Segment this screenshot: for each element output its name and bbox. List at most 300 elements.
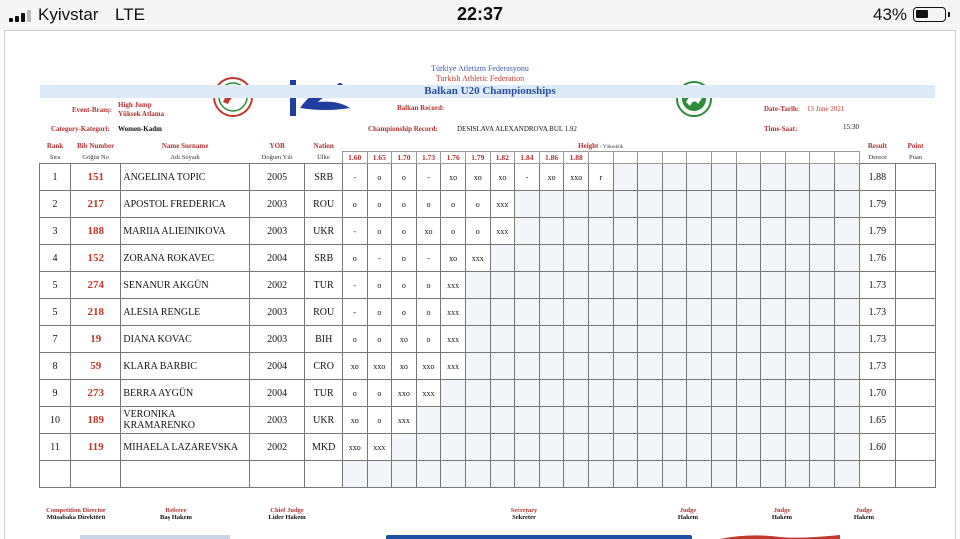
- attempt-cell: [835, 245, 860, 272]
- attempt-cell: xo: [441, 245, 466, 272]
- height-bar-header-empty: [810, 152, 835, 164]
- attempt-cell: [490, 434, 515, 461]
- attempt-cell: [465, 380, 490, 407]
- attempt-cell: [712, 218, 737, 245]
- attempt-cell: o: [441, 218, 466, 245]
- attempt-cell: [810, 299, 835, 326]
- attempt-cell: xo: [490, 164, 515, 191]
- athlete-name-cell: APOSTOL FREDERICA: [121, 191, 249, 218]
- attempt-cell: [835, 191, 860, 218]
- attempt-cell: [589, 272, 614, 299]
- nation-cell: [305, 461, 342, 488]
- attempt-cell: [539, 272, 564, 299]
- attempt-cell: [465, 407, 490, 434]
- championship-record-label: Championship Record:: [368, 125, 438, 133]
- attempt-cell: [367, 461, 392, 488]
- rank-cell: 11: [40, 434, 71, 461]
- rank-cell: [40, 461, 71, 488]
- nation-cell: MKD: [305, 434, 342, 461]
- attempt-cell: -: [342, 218, 367, 245]
- attempt-cell: [761, 380, 786, 407]
- result-cell: 1.70: [859, 380, 895, 407]
- height-bar-header: 1.79: [465, 152, 490, 164]
- height-bar-header-empty: [712, 152, 737, 164]
- attempt-cell: [564, 245, 589, 272]
- attempt-cell: xo: [539, 164, 564, 191]
- attempt-cell: [613, 218, 638, 245]
- rank-cell: 9: [40, 380, 71, 407]
- yob-cell: 2003: [249, 218, 305, 245]
- attempt-cell: xxx: [416, 380, 441, 407]
- attempt-cell: o: [441, 191, 466, 218]
- table-row: [40, 434, 936, 461]
- table-row: [40, 326, 936, 353]
- attempt-cell: [441, 407, 466, 434]
- battery-icon: [913, 7, 946, 22]
- attempt-cell: [810, 353, 835, 380]
- attempt-cell: o: [416, 272, 441, 299]
- yob-header: YOB: [269, 142, 285, 151]
- attempt-cell: [712, 191, 737, 218]
- height-bar-header-empty: [687, 152, 712, 164]
- attempt-cell: [564, 218, 589, 245]
- table-row: [40, 353, 936, 380]
- attempt-cell: [835, 326, 860, 353]
- attempt-cell: [761, 218, 786, 245]
- bib-cell: 273: [71, 380, 121, 407]
- height-bar-header-empty: [736, 152, 761, 164]
- attempt-cell: [835, 272, 860, 299]
- attempt-cell: [589, 407, 614, 434]
- attempt-cell: o: [416, 326, 441, 353]
- attempt-cell: [490, 326, 515, 353]
- attempt-cell: xxx: [367, 434, 392, 461]
- result-cell: 1.79: [859, 191, 895, 218]
- attempt-cell: [712, 164, 737, 191]
- point-cell: [896, 326, 936, 353]
- result-cell: 1.73: [859, 353, 895, 380]
- attempt-cell: [564, 191, 589, 218]
- attempt-cell: [515, 272, 540, 299]
- attempt-cell: xxo: [342, 434, 367, 461]
- athlete-name-cell: SENANUR AKGÜN: [121, 272, 249, 299]
- bib-cell: [71, 461, 121, 488]
- results-table: [39, 141, 936, 488]
- rank-cell: 1: [40, 164, 71, 191]
- attempt-cell: xxx: [441, 353, 466, 380]
- date-value: 13 June 2021: [807, 105, 845, 113]
- rank-cell: 8: [40, 353, 71, 380]
- bib-cell: 119: [71, 434, 121, 461]
- event-value-en: High Jump: [118, 101, 152, 109]
- event-label: Event-Branş:: [72, 106, 113, 114]
- attempt-cell: [638, 380, 663, 407]
- attempt-cell: [761, 407, 786, 434]
- yob-cell: 2002: [249, 272, 305, 299]
- attempt-cell: [539, 353, 564, 380]
- yob-cell: [249, 461, 305, 488]
- attempt-cell: [539, 380, 564, 407]
- attempt-cell: [638, 461, 663, 488]
- attempt-cell: [761, 272, 786, 299]
- attempt-cell: [687, 218, 712, 245]
- attempt-cell: [515, 461, 540, 488]
- point-cell: [896, 407, 936, 434]
- attempt-cell: [515, 245, 540, 272]
- bib-cell: 189: [71, 407, 121, 434]
- attempt-cell: [589, 353, 614, 380]
- nation-header: Nation: [313, 142, 334, 151]
- footer-banner: [386, 535, 692, 539]
- attempt-cell: [638, 272, 663, 299]
- height-bar-header-empty: [589, 152, 614, 164]
- attempt-cell: [638, 326, 663, 353]
- result-cell: 1.73: [859, 272, 895, 299]
- nation-cell: BIH: [305, 326, 342, 353]
- bib-cell: 151: [71, 164, 121, 191]
- attempt-cell: [539, 245, 564, 272]
- signature-subtitle: Lider Hakem: [268, 514, 306, 521]
- attempt-cell: [810, 407, 835, 434]
- attempt-cell: [564, 326, 589, 353]
- attempt-cell: [638, 353, 663, 380]
- nation-cell: SRB: [305, 245, 342, 272]
- attempt-cell: [515, 434, 540, 461]
- athlete-name-cell: ALESIA RENGLE: [121, 299, 249, 326]
- attempt-cell: [638, 164, 663, 191]
- attempt-cell: xxx: [392, 407, 417, 434]
- attempt-cell: [810, 245, 835, 272]
- attempt-cell: o: [367, 380, 392, 407]
- attempt-cell: [515, 191, 540, 218]
- attempt-cell: o: [392, 272, 417, 299]
- table-row: [40, 191, 936, 218]
- rank-header: Rank: [46, 142, 64, 151]
- bib-cell: 188: [71, 218, 121, 245]
- athlete-name-cell: MIHAELA LAZAREVSKA: [121, 434, 249, 461]
- category-label: Category-Kategori:: [51, 125, 110, 133]
- clock: 22:37: [456, 4, 504, 24]
- attempt-cell: [712, 272, 737, 299]
- attempt-cell: [441, 434, 466, 461]
- attempt-cell: [416, 434, 441, 461]
- attempt-cell: xo: [441, 164, 466, 191]
- attempt-cell: [687, 407, 712, 434]
- yob-cell: 2004: [249, 245, 305, 272]
- championship-record-value: DESISLAVA ALEXANDROVA BUL 1.92: [457, 125, 577, 133]
- bib-cell: 274: [71, 272, 121, 299]
- bib-header: Bib Number: [77, 142, 115, 151]
- table-row: [40, 380, 936, 407]
- table-row: [40, 164, 936, 191]
- point-cell: [896, 299, 936, 326]
- attempt-cell: [712, 245, 737, 272]
- point-cell: [896, 461, 936, 488]
- time-label: Time-Saat:: [764, 125, 798, 133]
- attempt-cell: [564, 380, 589, 407]
- attempt-cell: [810, 326, 835, 353]
- signature-block: [814, 507, 914, 521]
- attempt-cell: [785, 299, 810, 326]
- result-cell: 1.76: [859, 245, 895, 272]
- attempt-cell: xxx: [465, 245, 490, 272]
- federation-name-en: Turkish Athletic Federation: [435, 74, 525, 83]
- attempt-cell: [662, 272, 687, 299]
- athlete-name-cell: BERRA AYGÜN: [121, 380, 249, 407]
- nation-cell: CRO: [305, 353, 342, 380]
- attempt-cell: [687, 434, 712, 461]
- attempt-cell: [785, 218, 810, 245]
- footer-swoosh-icon: [720, 533, 840, 539]
- signature-subtitle: Müsabaka Direktörü: [46, 514, 106, 521]
- attempt-cell: [662, 191, 687, 218]
- attempt-cell: [835, 164, 860, 191]
- attempt-cell: [810, 218, 835, 245]
- signature-title: Chief Judge: [270, 507, 304, 514]
- yob-cell: 2004: [249, 353, 305, 380]
- signature-title: Judge: [773, 507, 791, 514]
- attempt-cell: [761, 353, 786, 380]
- point-cell: [896, 218, 936, 245]
- attempt-cell: o: [367, 272, 392, 299]
- height-bar-header-empty: [835, 152, 860, 164]
- attempt-cell: [539, 191, 564, 218]
- table-row: [40, 461, 936, 488]
- attempt-cell: [687, 380, 712, 407]
- attempt-cell: [465, 299, 490, 326]
- attempt-cell: o: [392, 191, 417, 218]
- attempt-cell: [736, 380, 761, 407]
- athlete-name-cell: VERONIKA KRAMARENKO: [121, 407, 249, 434]
- network-type: LTE: [115, 5, 145, 24]
- attempt-cell: [736, 191, 761, 218]
- point-header: Point: [907, 142, 924, 151]
- attempt-cell: [613, 164, 638, 191]
- point-cell: [896, 353, 936, 380]
- attempt-cell: [785, 380, 810, 407]
- yob-cell: 2003: [249, 191, 305, 218]
- attempt-cell: [490, 299, 515, 326]
- attempt-cell: [687, 164, 712, 191]
- attempt-cell: xxo: [367, 353, 392, 380]
- attempt-cell: [613, 245, 638, 272]
- balkan-record-label: Balkan Record:: [397, 104, 445, 112]
- attempt-cell: [490, 245, 515, 272]
- attempt-cell: o: [342, 380, 367, 407]
- athlete-name-cell: MARIIA ALIEINIKOVA: [121, 218, 249, 245]
- attempt-cell: xo: [342, 407, 367, 434]
- height-bar-header: 1.86: [539, 152, 564, 164]
- result-cell: 1.88: [859, 164, 895, 191]
- attempt-cell: [613, 299, 638, 326]
- attempt-cell: o: [416, 191, 441, 218]
- attempt-cell: [539, 461, 564, 488]
- bib-header-tr: Göğüs No: [82, 153, 109, 161]
- attempt-cell: [662, 380, 687, 407]
- attempt-cell: o: [465, 191, 490, 218]
- attempt-cell: [465, 353, 490, 380]
- height-bar-header: 1.76: [441, 152, 466, 164]
- attempt-cell: [835, 407, 860, 434]
- attempt-cell: [465, 272, 490, 299]
- result-cell: 1.79: [859, 218, 895, 245]
- attempt-cell: [441, 461, 466, 488]
- attempt-cell: [613, 461, 638, 488]
- attempt-cell: -: [416, 164, 441, 191]
- table-row: [40, 299, 936, 326]
- attempt-cell: [736, 326, 761, 353]
- attempt-cell: [638, 407, 663, 434]
- attempt-cell: [490, 407, 515, 434]
- attempt-cell: [662, 218, 687, 245]
- attempt-cell: [687, 353, 712, 380]
- attempt-cell: -: [515, 164, 540, 191]
- nation-header-tr: Ülke: [317, 153, 330, 161]
- attempt-cell: [835, 380, 860, 407]
- nation-cell: UKR: [305, 407, 342, 434]
- attempt-cell: [539, 407, 564, 434]
- nation-cell: SRB: [305, 164, 342, 191]
- attempt-cell: [564, 299, 589, 326]
- attempt-cell: [490, 461, 515, 488]
- signature-subtitle: Sekreter: [512, 514, 536, 521]
- height-bar-header: 1.88: [564, 152, 589, 164]
- result-cell: 1.73: [859, 326, 895, 353]
- attempt-cell: [835, 434, 860, 461]
- signature-subtitle: Hakem: [853, 514, 875, 521]
- attempt-cell: o: [416, 299, 441, 326]
- attempt-cell: o: [342, 191, 367, 218]
- signature-title: Competition Director: [46, 507, 106, 514]
- attempt-cell: o: [392, 299, 417, 326]
- attempt-cell: o: [367, 191, 392, 218]
- attempt-cell: [515, 299, 540, 326]
- attempt-cell: [761, 245, 786, 272]
- attempt-cell: xo: [416, 218, 441, 245]
- height-bar-header-empty: [662, 152, 687, 164]
- attempt-cell: [662, 407, 687, 434]
- attempt-cell: [539, 218, 564, 245]
- yob-cell: 2003: [249, 407, 305, 434]
- attempt-cell: [416, 407, 441, 434]
- attempt-cell: [761, 461, 786, 488]
- rank-cell: 10: [40, 407, 71, 434]
- rank-cell: 7: [40, 326, 71, 353]
- attempt-cell: [736, 164, 761, 191]
- attempt-cell: [736, 245, 761, 272]
- attempt-cell: [736, 299, 761, 326]
- table-row: [40, 218, 936, 245]
- attempt-cell: [564, 272, 589, 299]
- attempt-cell: [638, 299, 663, 326]
- time-value: 15:30: [843, 123, 859, 131]
- height-header: Height - Yükseklik: [342, 141, 859, 152]
- result-header-tr: Derece: [868, 153, 887, 161]
- attempt-cell: [712, 380, 737, 407]
- attempt-cell: [564, 461, 589, 488]
- attempt-cell: [687, 326, 712, 353]
- attempt-cell: o: [392, 164, 417, 191]
- federation-name-tr: Türkiye Atletizm Federasyonu: [431, 64, 529, 73]
- attempt-cell: [712, 434, 737, 461]
- athlete-name-cell: [121, 461, 249, 488]
- attempt-cell: -: [342, 299, 367, 326]
- attempt-cell: [638, 191, 663, 218]
- signature-title: Referee: [165, 507, 187, 514]
- attempt-cell: [441, 380, 466, 407]
- attempt-cell: [465, 434, 490, 461]
- signature-title: Judge: [855, 507, 873, 514]
- signature-subtitle: Hakem: [677, 514, 699, 521]
- height-bar-header-empty: [785, 152, 810, 164]
- attempt-cell: -: [342, 164, 367, 191]
- status-bar: [0, 0, 960, 30]
- signature-title: Judge: [679, 507, 697, 514]
- attempt-cell: r: [589, 164, 614, 191]
- attempt-cell: [539, 299, 564, 326]
- attempt-cell: xxx: [490, 218, 515, 245]
- yob-cell: 2002: [249, 434, 305, 461]
- balkan-athletics-logo-icon: [288, 78, 354, 118]
- athlete-name-cell: DIANA KOVAC: [121, 326, 249, 353]
- attempt-cell: [662, 245, 687, 272]
- attempt-cell: [564, 434, 589, 461]
- attempt-cell: [712, 407, 737, 434]
- attempt-cell: [564, 407, 589, 434]
- point-header-tr: Puan: [909, 153, 923, 161]
- attempt-cell: xo: [392, 353, 417, 380]
- attempt-cell: [736, 353, 761, 380]
- attempt-cell: [539, 326, 564, 353]
- attempt-cell: [687, 299, 712, 326]
- event-value-tr: Yüksek Atlama: [118, 110, 165, 118]
- attempt-cell: [613, 434, 638, 461]
- attempt-cell: [662, 164, 687, 191]
- attempt-cell: xo: [465, 164, 490, 191]
- yob-cell: 2005: [249, 164, 305, 191]
- attempt-cell: xxx: [441, 272, 466, 299]
- result-cell: 1.73: [859, 299, 895, 326]
- attempt-cell: [785, 272, 810, 299]
- height-bar-header: 1.82: [490, 152, 515, 164]
- rank-cell: 5: [40, 272, 71, 299]
- bib-cell: 152: [71, 245, 121, 272]
- attempt-cell: [589, 326, 614, 353]
- attempt-cell: [687, 272, 712, 299]
- athlete-name-cell: ANGELINA TOPIC: [121, 164, 249, 191]
- attempt-cell: [465, 461, 490, 488]
- attempt-cell: [416, 461, 441, 488]
- attempt-cell: o: [342, 245, 367, 272]
- signature-block: [474, 507, 574, 521]
- name-header-tr: Adı Soyadı: [170, 153, 200, 161]
- attempt-cell: [490, 380, 515, 407]
- attempt-cell: [736, 434, 761, 461]
- attempt-cell: [835, 299, 860, 326]
- footer-logo-strip: [80, 535, 230, 539]
- attempt-cell: [515, 326, 540, 353]
- rank-cell: 2: [40, 191, 71, 218]
- attempt-cell: [736, 218, 761, 245]
- attempt-cell: [785, 326, 810, 353]
- result-header: Result: [867, 142, 887, 151]
- attempt-cell: [810, 272, 835, 299]
- rank-header-tr: Sıra: [49, 153, 61, 161]
- attempt-cell: [490, 272, 515, 299]
- attempt-cell: [662, 299, 687, 326]
- attempt-cell: [785, 245, 810, 272]
- attempt-cell: [613, 272, 638, 299]
